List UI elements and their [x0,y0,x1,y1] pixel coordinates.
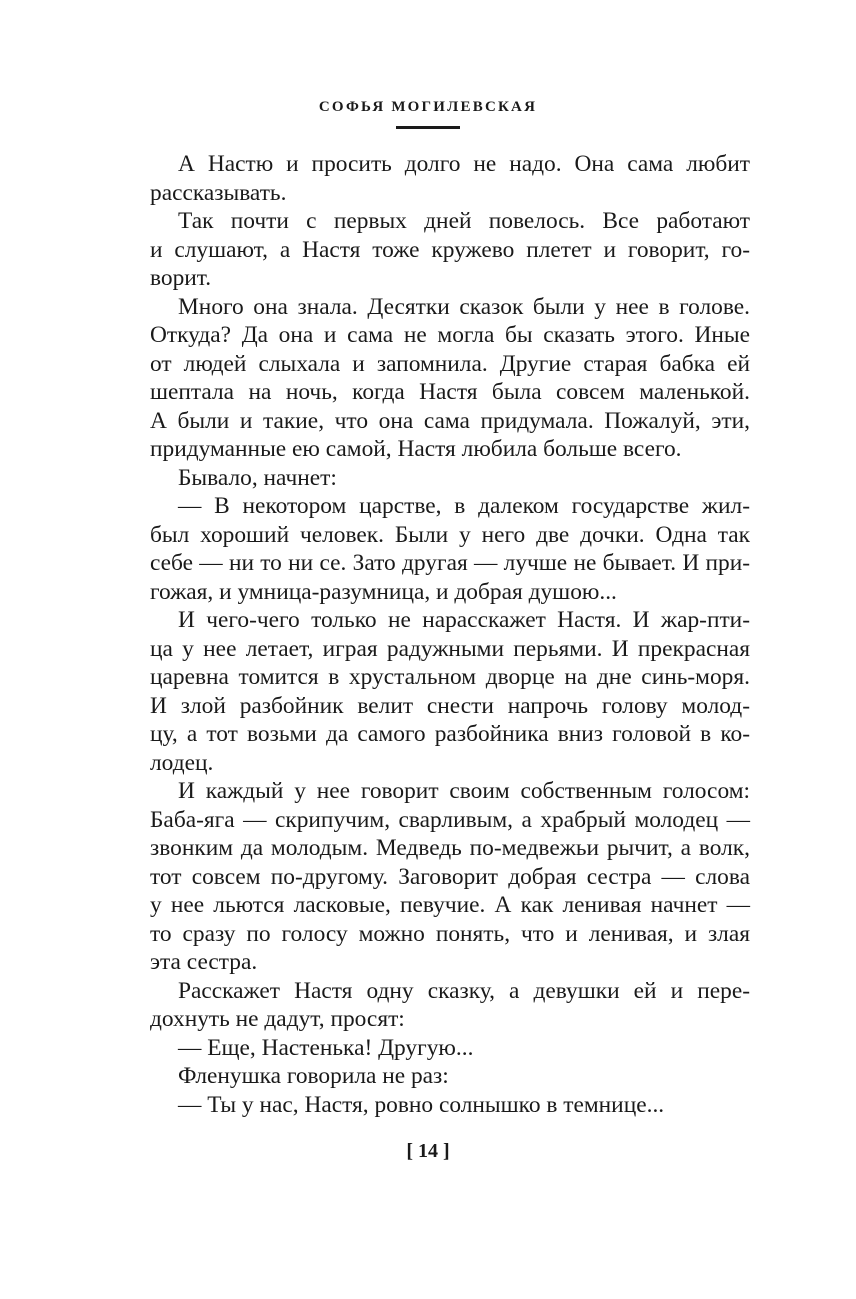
text-line: дохнуть не дадут, просят: [150,1006,405,1032]
page-number: [ 14 ] [406,1140,450,1162]
text-line: ворит. [150,265,212,291]
text-line: рассказывать. [150,179,287,206]
text-line: — В некотором царстве, в далеком государстве жил- [178,493,750,519]
text-line: был хороший человек. Были у него две дочки. Одна так [150,521,750,548]
running-head-author: СОФЬЯ МОГИЛЕВСКАЯ [318,99,538,115]
text-line: Бывало, начнет: [178,464,337,491]
text-line: и слушают, а Настя тоже кружево плетет и говорит, го- [150,236,750,263]
text-line: — Ты у нас, Настя, ровно солнышко в темнице... [178,1091,665,1118]
text-line: придуманные ею самой, Настя любила больше всего. [150,436,682,462]
text-line: Откуда? Да она и сама не могла бы сказать этого. Иные [150,322,750,348]
text-line: Баба-яга — скрипучим, сварливым, а храбрый молодец — [150,806,750,833]
text-line: И каждый у нее говорит своим собственным голосом: [178,778,750,804]
text-line: — Еще, Настенька! Другую... [178,1034,474,1061]
text-line: себе — ни то ни се. Зато другая — лучше не бывает. И при- [150,550,750,576]
text-line: Фленушка говорила не раз: [178,1063,449,1089]
text-line: звонким да молодым. Медведь по-медвежьи рычит, а волк, [150,835,750,861]
text-line: А были и такие, что она сама придумала. Пожалуй, эти, [150,407,750,434]
text-line: тот совсем по-другому. Заговорит добрая сестра — слова [150,863,750,890]
text-line: Расскажет Настя одну сказку, а девушки ей и пере- [178,977,750,1004]
text-line: гожая, и умница-разумница, и добрая душою... [150,578,617,605]
text-line: эта сестра. [150,949,258,975]
text-line: царевна томится в хрустальном дворце на дне синь-моря. [150,664,750,690]
text-line: то сразу по голосу можно понять, что и ленивая, и злая [150,920,750,947]
text-line: И чего-чего только не нарасскажет Настя. И жар-пти- [178,607,750,633]
text-line: цу, а тот возьми да самого разбойника вниз головой в ко- [150,721,750,747]
body-text [150,150,750,1119]
text-line: Много она знала. Десятки сказок были у нее в голове. [178,293,750,320]
text-line: у нее льются ласковые, певучие. А как ленивая начнет — [150,892,750,918]
text-line: ца у нее летает, играя радужными перьями. И прекрасная [150,635,750,662]
text-line: И злой разбойник велит снести напрочь голову молод- [150,692,750,719]
text-line: шептала на ночь, когда Настя была совсем маленькой. [150,379,750,405]
text-line: А Настю и просить долго не надо. Она сама любит [178,151,750,177]
text-line: от людей слыхала и запомнила. Другие старая бабка ей [150,350,750,377]
text-line: Так почти с первых дней повелось. Все работают [178,208,750,234]
header-rule [396,126,460,129]
text-line: лодец. [150,749,214,776]
